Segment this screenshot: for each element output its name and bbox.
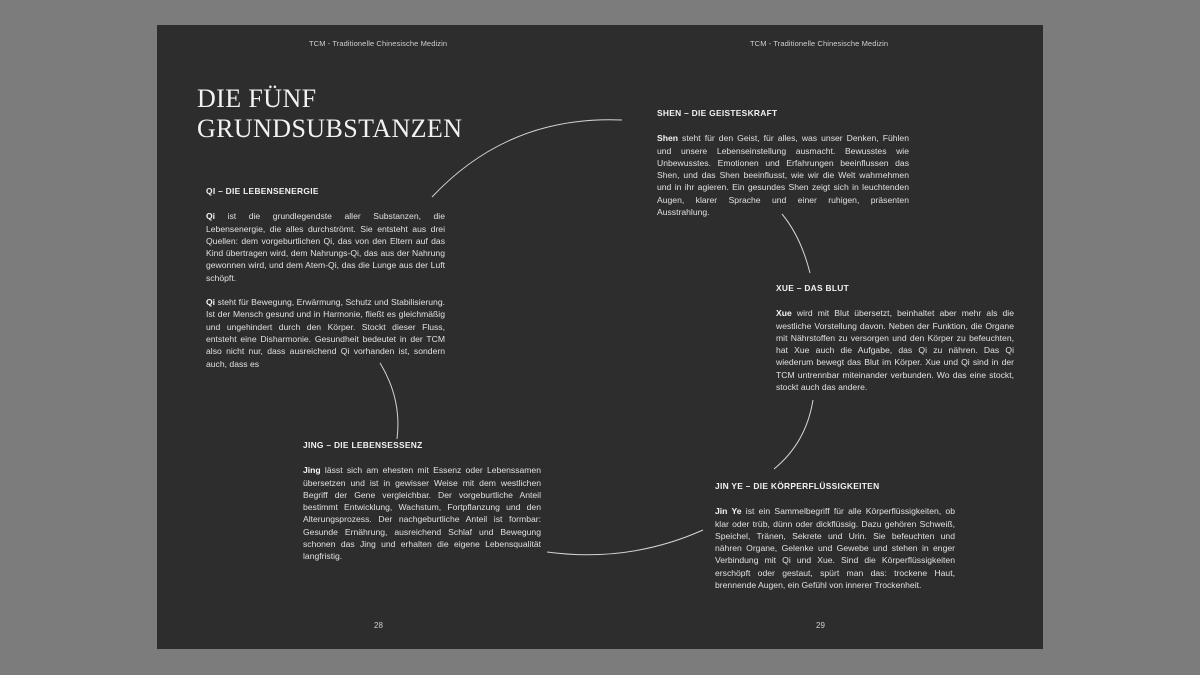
page-right bbox=[600, 25, 1043, 649]
page-title bbox=[197, 84, 497, 144]
page-left bbox=[157, 25, 600, 649]
text-jinye-1: ist ein Sammelbegriff für alle Körperflüssigkeiten, ob klar oder trüb, dünn oder dickflüssig. Dazu gehören Schweiß, Speichel, Tränen, Sekrete und Urin. Sie befeuchten und nähren Organe, Gelenke und Gewebe und stehen in enger Verbindung mit Qi und Xue. Sind die Körperflüssigkeiten erschöpft oder gestaut, spürt man das: trockene Haut, brennende Augen, ein Gefühl von innerer Trockenheit. bbox=[715, 506, 955, 591]
running-head-left: TCM - Traditionelle Chinesische Medizin bbox=[309, 39, 448, 48]
paragraph-jinye-1 bbox=[715, 505, 955, 591]
running-head-right: TCM - Traditionelle Chinesische Medizin bbox=[750, 39, 889, 48]
paragraph-qi-1 bbox=[206, 210, 445, 284]
title-line-1: DIE FÜNF bbox=[197, 84, 317, 113]
text-jing-1: lässt sich am ehesten mit Essenz oder Lebenssamen übersetzen und ist in gewisser Weise mit dem westlichen Begriff der Gene vergleichbar. Der vorgeburtliche Anteil bestimmt Entwicklung, Wachstum, Fortpflanzung und den Alterungsprozess. Der nachgeburtliche Anteil ist formbar: Gesunde Ernährung, ausreichend Schlaf und Bewegung schonen das Jing und erhalten die eigene Lebensqualität langfristig. bbox=[303, 465, 541, 562]
section-xue bbox=[776, 282, 1014, 405]
term-jinye: Jin Ye bbox=[715, 506, 742, 517]
term-jing: Jing bbox=[303, 465, 321, 476]
section-heading-jing: JING – DIE LEBENSESSENZ bbox=[303, 440, 423, 450]
text-qi-1: ist die grundlegendste aller Substanzen, die Lebensenergie, die alles durchströmt. Sie entsteht aus drei Quellen: dem vorgeburtlichen Qi, das von den Eltern auf das Kind übertragen wird, dem Nahrungs-Qi, das aus der Nahrung gewonnen wird, und dem Atem-Qi, das die Lunge aus der Luft schöpft. bbox=[206, 211, 445, 283]
page-number-left: 28 bbox=[374, 621, 383, 630]
section-heading-jinye: JIN YE – DIE KÖRPERFLÜSSIGKEITEN bbox=[715, 481, 880, 491]
text-qi-2: steht für Bewegung, Erwärmung, Schutz und Stabilisierung. Ist der Mensch gesund und in Harmonie, fließt es gleichmäßig und ungehindert durch den Körper. Stockt dieser Fluss, entsteht eine Disharmonie. Gesundheit bedeutet in der TCM also nicht nur, dass ausreichend Qi vorhanden ist, sondern auch, dass es bbox=[206, 297, 445, 369]
section-jinye bbox=[715, 480, 955, 603]
book-spread bbox=[157, 25, 1043, 649]
term-qi: Qi bbox=[206, 211, 216, 222]
paragraph-xue-1 bbox=[776, 307, 1014, 393]
section-shen bbox=[657, 107, 909, 230]
page-number-right: 29 bbox=[816, 621, 825, 630]
term-xue: Xue bbox=[776, 308, 792, 319]
paragraph-qi-2 bbox=[206, 296, 445, 370]
section-jing bbox=[303, 439, 541, 575]
title-line-2: GRUNDSUBSTANZEN bbox=[197, 114, 463, 143]
section-qi bbox=[206, 185, 445, 382]
text-shen-1: steht für den Geist, für alles, was unser Denken, Fühlen und unsere Lebenseinstellung ausmacht. Bewusstes wie Unbewusstes. Emotionen und Erfahrungen beeinflussen das Shen, und das Shen beeinflusst, wie wir die Welt wahrnehmen und in ihr agieren. Ein gesundes Shen zeigt sich in leuchtenden Augen, klarer Sprache und einer ruhigen, präsenten Ausstrahlung. bbox=[657, 133, 909, 218]
section-heading-shen: SHEN – DIE GEISTESKRAFT bbox=[657, 108, 778, 118]
text-xue-1: wird mit Blut übersetzt, beinhaltet aber mehr als die westliche Vorstellung davon. Neben der Funktion, die Organe mit Nährstoffen zu versorgen und den Körper zu befeuchten, hat Xue auch die Aufgabe, das Qi zu nähren. Das Qi wiederum bewegt das Blut im Körper. Xue und Qi sind in der TCM untrennbar miteinander verbunden. Wo das eine stockt, stockt auch das andere. bbox=[776, 308, 1014, 393]
section-heading-xue: XUE – DAS BLUT bbox=[776, 283, 850, 293]
term-shen: Shen bbox=[657, 133, 679, 144]
term-qi-2: Qi bbox=[206, 297, 216, 308]
paragraph-shen-1 bbox=[657, 132, 909, 218]
section-heading-qi: QI – DIE LEBENSENERGIE bbox=[206, 186, 319, 196]
paragraph-jing-1 bbox=[303, 464, 541, 562]
